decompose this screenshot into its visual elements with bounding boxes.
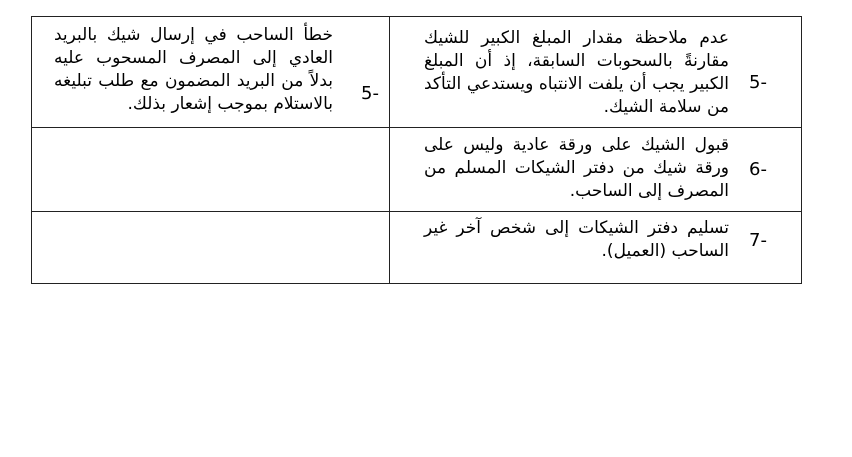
table-row xyxy=(32,17,802,128)
table-row xyxy=(32,212,802,284)
table-cell-left-empty xyxy=(32,128,390,212)
table-cell-right xyxy=(390,17,802,128)
table-cell-left xyxy=(32,17,390,128)
table-cell-right xyxy=(390,128,802,212)
item-text: تسليم دفتر الشيكات إلى شخص آخر غير الساحب (العميل). xyxy=(424,218,729,261)
item-number: -7 xyxy=(749,230,767,251)
item-number: -5 xyxy=(749,72,767,93)
item-number: -6 xyxy=(749,159,767,180)
table-cell-right xyxy=(390,212,802,284)
table-cell-left-empty xyxy=(32,212,390,284)
item-number: -5 xyxy=(361,83,379,104)
comparison-table xyxy=(31,16,802,284)
item-text: قبول الشيك على ورقة عادية وليس على ورقة شيك من دفتر الشيكات المسلم من المصرف إلى الساحب. xyxy=(424,135,729,201)
item-text: خطأ الساحب في إرسال شيك بالبريد العادي إلى المصرف المسحوب عليه بدلاً من البريد المضمون مع طلب تبليغه بالاستلام بموجب إشعار بذلك. xyxy=(54,25,333,114)
table-row xyxy=(32,128,802,212)
item-text: عدم ملاحظة مقدار المبلغ الكبير للشيك مقارنةً بالسحوبات السابقة، إذ أن المبلغ الكبير يجب أن يلفت الانتباه ويستدعي التأكد من سلامة الشيك. xyxy=(424,28,729,117)
